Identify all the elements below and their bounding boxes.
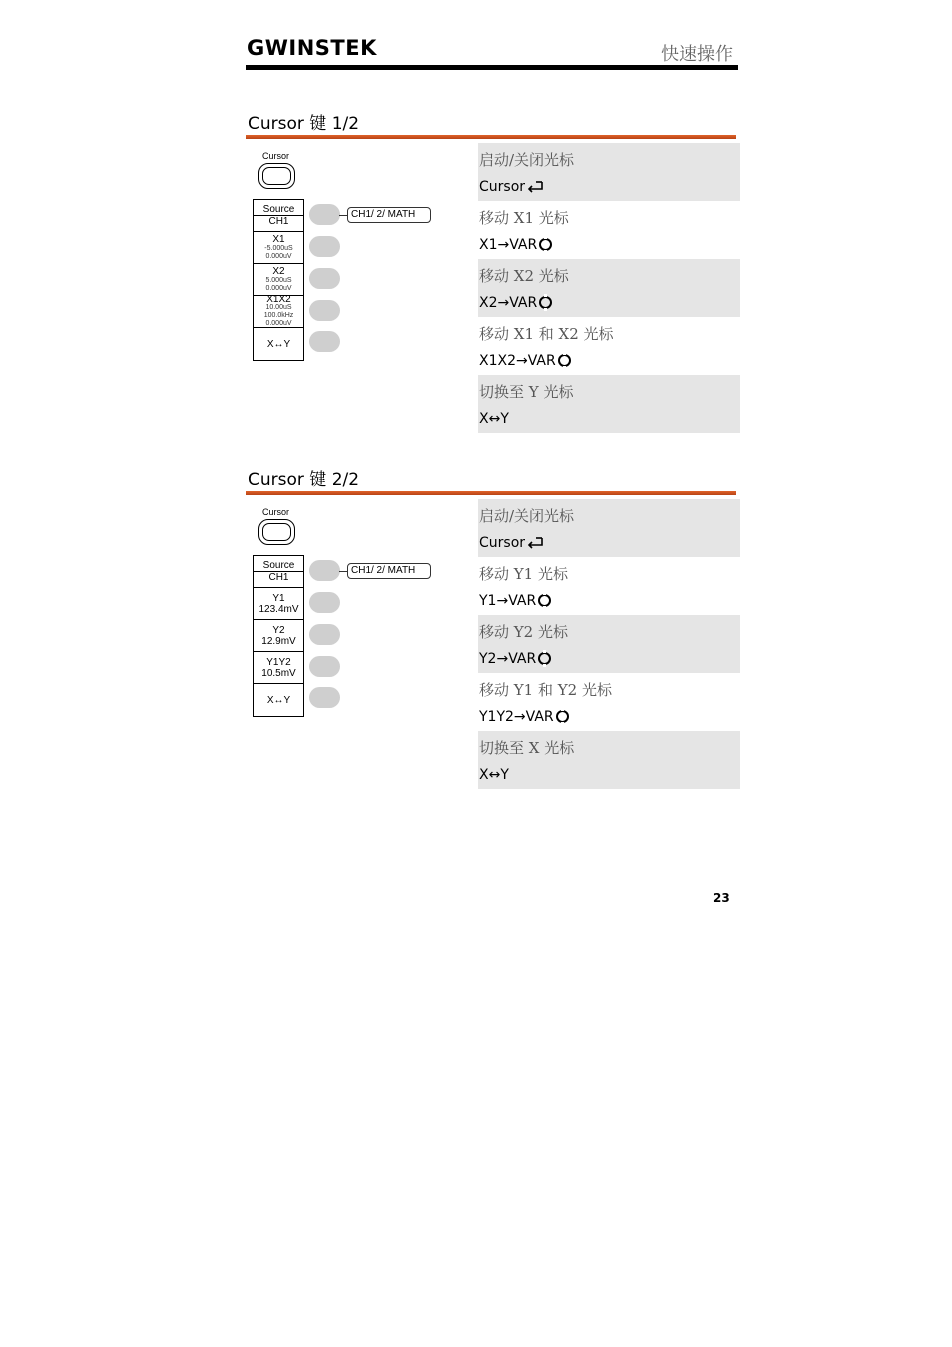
row-description: 切换至 X 光标 [479,739,575,757]
softkey-1[interactable] [309,560,340,581]
softkey-menu [253,199,304,361]
var-knob-icon [556,710,569,723]
row-key: X↔Y [479,766,509,783]
softkey-3[interactable] [309,268,340,289]
softkey-1[interactable] [309,204,340,225]
var-knob-icon [538,652,551,665]
row-description: 移动 X2 光标 [479,267,569,285]
table-row [478,143,740,201]
menu-item-y1: Y1 123.4mV [254,588,303,620]
softkey-2[interactable] [309,236,340,257]
row-key: Y1Y2→VAR [479,702,740,731]
cursor-key-label: Cursor [262,151,290,161]
section-title: Cursor 键 2/2 [248,470,360,490]
row-key: X1X2→VAR [479,346,740,375]
var-knob-icon [558,354,571,367]
row-key: X1→VAR [479,230,740,259]
softkey-4[interactable] [309,300,340,321]
row-description: 移动 Y1 和 Y2 光标 [479,681,612,699]
table-row [478,557,740,615]
table-row [478,201,740,259]
softkey-4[interactable] [309,656,340,677]
header-rule [246,65,738,70]
table-row [478,317,740,375]
cursor-key-label: Cursor [262,507,290,517]
row-key: Y2→VAR [479,644,740,673]
menu-item-xy: X↔Y [266,694,291,706]
enter-icon [526,536,544,550]
row-description: 移动 Y1 光标 [479,565,568,583]
enter-icon [526,180,544,194]
table-row [478,259,740,317]
menu-item-y2: Y2 12.9mV [254,620,303,652]
section-rule [246,135,736,139]
softkey-3[interactable] [309,624,340,645]
row-description: 启动/关闭光标 [479,151,575,169]
row-description: 切换至 Y 光标 [479,383,574,401]
softkey-menu [253,555,304,717]
operation-table [478,143,740,433]
row-key: Cursor [479,172,740,201]
var-knob-icon [539,296,552,309]
operation-table [478,499,740,789]
row-key: X↔Y [479,410,509,427]
var-knob-icon [539,238,552,251]
var-knob-icon [538,594,551,607]
menu-item-x1x2: X1X2 10.00uS 100.0kHz 0.000uV [254,296,303,328]
row-description: 移动 Y2 光标 [479,623,568,641]
section-rule [246,491,736,495]
source-callout: CH1/ 2/ MATH [347,207,431,223]
menu-item-source: Source CH1 [254,556,303,588]
menu-item-x1: X1 -5.000uS 0.000uV [254,232,303,264]
row-key: Cursor [479,528,740,557]
cursor-key[interactable] [258,519,295,545]
menu-item-xy: X↔Y [266,338,291,350]
section-title: Cursor 键 1/2 [248,114,360,134]
row-key: X2→VAR [479,288,740,317]
menu-item-y1y2: Y1Y2 10.5mV [254,652,303,684]
table-row [478,615,740,673]
header-title: 快速操作 [661,44,733,65]
row-description: 移动 X1 和 X2 光标 [479,325,614,343]
softkey-2[interactable] [309,592,340,613]
softkey-5[interactable] [309,331,340,352]
table-row [478,499,740,557]
row-key: Y1→VAR [479,586,740,615]
row-description: 启动/关闭光标 [479,507,575,525]
cursor-key[interactable] [258,163,295,189]
page-number: 23 [713,891,730,905]
source-callout: CH1/ 2/ MATH [347,563,431,579]
softkey-5[interactable] [309,687,340,708]
row-description: 移动 X1 光标 [479,209,569,227]
table-row [478,731,740,789]
brand-logo: GWINSTEK [247,36,377,60]
menu-item-source: Source CH1 [254,200,303,232]
table-row [478,673,740,731]
table-row [478,375,740,433]
menu-item-x2: X2 5.000uS 0.000uV [254,264,303,296]
